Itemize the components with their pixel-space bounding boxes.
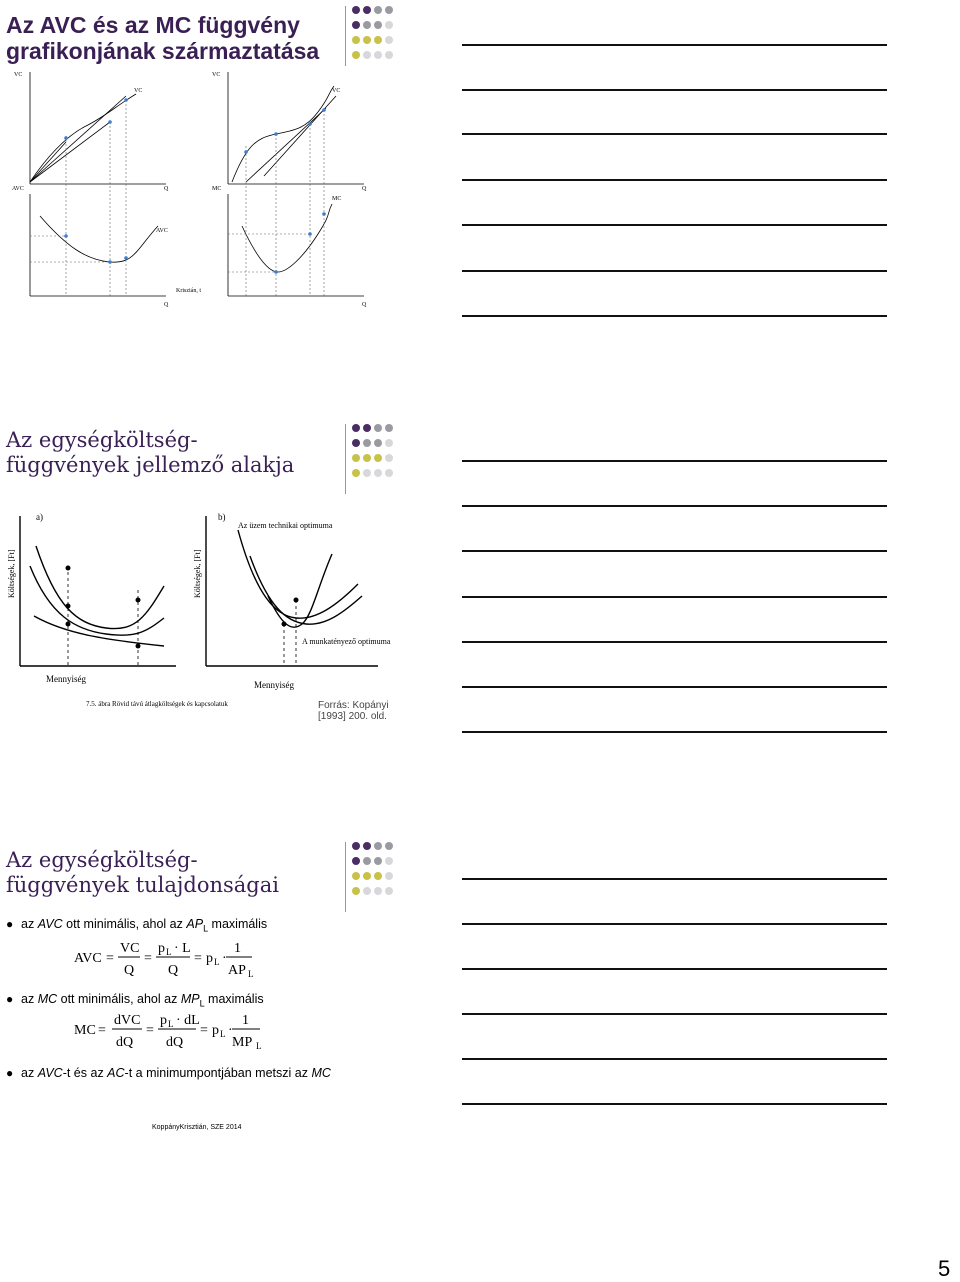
logo-dot: [385, 842, 393, 850]
note-line: [462, 505, 887, 507]
formula-avc: [72, 938, 262, 980]
logo-dot: [374, 21, 382, 29]
logo-dot: [352, 887, 360, 895]
svg-text:Q: Q: [124, 963, 135, 978]
slide2-title-line2: függvények jellemző alakja: [6, 453, 295, 477]
svg-text:·: ·: [222, 951, 227, 966]
logo-dot: [374, 469, 382, 477]
logo-dot: [352, 857, 360, 865]
bullet3-italic2: AC: [107, 1066, 125, 1080]
logo-dot: [374, 36, 382, 44]
bullet3-dot: ●: [6, 1066, 14, 1080]
logo-dot: [385, 424, 393, 432]
bullet1-italic2: AP: [186, 917, 204, 931]
slide2-cost-figure: [6, 506, 392, 718]
bullet3-italic: AVC: [37, 1066, 63, 1080]
slide2-title: [6, 428, 294, 478]
fig1-vc-axis-left: VC: [14, 72, 23, 78]
logo-dot: [385, 872, 393, 880]
logo-dot: [352, 454, 360, 462]
fig1-q-top-left: Q: [164, 186, 169, 192]
bullet1-mid: ott minimális, ahol az: [62, 917, 187, 931]
logo-dot: [374, 51, 382, 59]
svg-text:dQ: dQ: [166, 1035, 184, 1050]
bullet2-mid: ott minimális, ahol az: [57, 992, 181, 1006]
note-line: [462, 315, 887, 317]
note-line: [462, 179, 887, 181]
logo-dot: [385, 6, 393, 14]
logo-dot: [374, 439, 382, 447]
logo-dot: [385, 857, 393, 865]
svg-text:AP: AP: [228, 963, 246, 978]
bullet1-text: [21, 917, 267, 934]
bullet1-post: maximális: [208, 917, 268, 931]
bullet3-text: [21, 1066, 331, 1080]
logo-dot: [363, 424, 371, 432]
svg-text:1: 1: [242, 1013, 249, 1028]
logo-dot: [363, 439, 371, 447]
svg-text:Q: Q: [168, 963, 179, 978]
note-line: [462, 224, 887, 226]
logo-dot: [385, 454, 393, 462]
logo-dot: [363, 51, 371, 59]
logo-dot: [385, 36, 393, 44]
logo-dot: [363, 872, 371, 880]
bullet3-italic3: MC: [311, 1066, 331, 1080]
fig1-q-bottom-left: Q: [164, 302, 169, 308]
svg-text:· L: · L: [174, 941, 191, 956]
svg-text:L: L: [220, 1029, 226, 1039]
svg-text:L: L: [256, 1041, 262, 1051]
logo-dot: [374, 6, 382, 14]
slide1-title-line1: Az AVC és az MC függvény: [6, 12, 300, 38]
note-line: [462, 133, 887, 135]
fig1-vc-axis-right: VC: [212, 72, 221, 78]
svg-text:=: =: [144, 951, 152, 966]
page-number: 5: [938, 1256, 951, 1281]
note-line: [462, 460, 887, 462]
logo-dot: [374, 424, 382, 432]
bullet2-sub: L: [199, 998, 205, 1009]
logo-dot: [374, 857, 382, 865]
fig1-vc-curve-left: VC: [134, 88, 143, 94]
slide2-title-line1: Az egységköltség-: [6, 428, 198, 452]
svg-text:=: =: [200, 1023, 208, 1038]
note-line: [462, 923, 887, 925]
note-line: [462, 731, 887, 733]
svg-text:MC: MC: [74, 1023, 96, 1038]
logo-dot: [363, 857, 371, 865]
slide2-source-line1: Forrás: Kopányi: [318, 700, 389, 711]
logo-dot: [352, 51, 360, 59]
bullet1-italic: AVC: [37, 917, 63, 931]
svg-text:AVC: AVC: [74, 951, 102, 966]
svg-text:p: p: [160, 1013, 167, 1028]
fig1-avc-axis: AVC: [12, 186, 24, 192]
logo-dot: [352, 424, 360, 432]
fig2-xlabel-b: Mennyiség: [254, 680, 294, 690]
slide2-divider: [345, 424, 346, 494]
logo-dot: [363, 454, 371, 462]
note-line: [462, 596, 887, 598]
logo-dot: [363, 887, 371, 895]
svg-text:=: =: [98, 1023, 106, 1038]
logo-dot: [363, 21, 371, 29]
svg-text:·: ·: [228, 1023, 233, 1038]
note-line: [462, 968, 887, 970]
svg-text:=: =: [194, 951, 202, 966]
bullet1-sub: L: [203, 923, 209, 934]
note-line: [462, 1058, 887, 1060]
bullet2-italic2: MP: [180, 992, 200, 1006]
bullet3-mid: -t és az: [62, 1066, 108, 1080]
fig1-mc-axis: MC: [212, 186, 222, 192]
bullet3-pre: az: [21, 1066, 38, 1080]
note-line: [462, 270, 887, 272]
svg-text:p: p: [158, 941, 165, 956]
fig1-q-top-right: Q: [362, 186, 367, 192]
fig1-mc-curve: MC: [332, 196, 342, 202]
slide1-cost-figure: [6, 66, 374, 316]
note-line: [462, 44, 887, 46]
slide1-divider: [345, 6, 346, 66]
logo-dot: [374, 872, 382, 880]
bullet2-post: maximális: [204, 992, 264, 1006]
bullet1-pre: az: [21, 917, 38, 931]
logo-dot: [352, 6, 360, 14]
logo-dot: [385, 439, 393, 447]
logo-dot: [385, 51, 393, 59]
bullet1-dot: ●: [6, 917, 14, 931]
svg-text:L: L: [166, 947, 172, 957]
logo-dot: [363, 6, 371, 14]
fig2-panel-b: b): [218, 512, 226, 522]
logo-dot: [352, 469, 360, 477]
svg-text:p: p: [212, 1023, 219, 1038]
slide1-title-line2: grafikonjának származtatása: [6, 38, 320, 64]
bullet2-pre: az: [21, 992, 38, 1006]
fig1-source-fragment: Kriszián, t: [176, 288, 201, 294]
fig2-ylabel-a: Költségek, [Ft]: [7, 549, 16, 598]
logo-dot: [352, 439, 360, 447]
fig2-xlabel-a: Mennyiség: [46, 674, 86, 684]
formula-mc: [72, 1010, 262, 1052]
fig2-annot-labor: A munkatényező optimuma: [302, 637, 391, 646]
logo-dot: [363, 36, 371, 44]
slide3-title: [6, 848, 279, 898]
logo-dot: [352, 21, 360, 29]
note-line: [462, 89, 887, 91]
bullet2-text: [21, 992, 264, 1009]
slide2-source-line2: [1993] 200. old.: [318, 711, 387, 722]
bullet2-italic: MC: [37, 992, 58, 1006]
note-line: [462, 1103, 887, 1105]
fig1-vc-curve-right: VC: [332, 88, 341, 94]
fig2-caption: 7.5. ábra Rövid távú átlagköltségek és kapcsolatuk: [86, 700, 228, 708]
slide3-footer: KoppányKrisztián, SZE 2014: [152, 1124, 242, 1131]
logo-dot: [374, 842, 382, 850]
fig1-avc-curve: AVC: [156, 228, 168, 234]
svg-text:L: L: [248, 969, 254, 979]
bullet2-dot: ●: [6, 992, 14, 1006]
svg-text:1: 1: [234, 941, 241, 956]
logo-dot: [363, 469, 371, 477]
slide3-title-line2: függvények tulajdonságai: [6, 873, 279, 897]
logo-dot: [352, 842, 360, 850]
bullet3-post: -t a minimumpontjában metszi az: [124, 1066, 312, 1080]
fig1-q-bottom-right: Q: [362, 302, 367, 308]
slide2-source: [318, 700, 389, 722]
svg-text:· dL: · dL: [176, 1013, 200, 1028]
logo-dot: [374, 887, 382, 895]
fig2-annot-tech: Az üzem technikai optimuma: [238, 521, 333, 530]
note-line: [462, 641, 887, 643]
svg-text:L: L: [168, 1019, 174, 1029]
slide1-title: [6, 12, 319, 64]
svg-text:=: =: [146, 1023, 154, 1038]
logo-dot: [352, 872, 360, 880]
logo-dot: [363, 842, 371, 850]
logo-dot: [385, 469, 393, 477]
note-line: [462, 550, 887, 552]
logo-dot: [385, 21, 393, 29]
note-line: [462, 878, 887, 880]
svg-text:dQ: dQ: [116, 1035, 134, 1050]
svg-text:L: L: [214, 957, 220, 967]
logo-dot: [385, 887, 393, 895]
svg-text:dVC: dVC: [114, 1013, 141, 1028]
logo-dot: [352, 36, 360, 44]
svg-text:MP: MP: [232, 1035, 253, 1050]
logo-dot: [374, 454, 382, 462]
slide3-title-line1: Az egységköltség-: [6, 848, 198, 872]
svg-text:=: =: [106, 951, 114, 966]
svg-text:VC: VC: [120, 941, 140, 956]
slide3-divider: [345, 842, 346, 912]
note-line: [462, 686, 887, 688]
note-line: [462, 1013, 887, 1015]
fig2-ylabel-b: Költségek, [Ft]: [193, 549, 202, 598]
fig2-panel-a: a): [36, 512, 43, 522]
svg-text:p: p: [206, 951, 213, 966]
